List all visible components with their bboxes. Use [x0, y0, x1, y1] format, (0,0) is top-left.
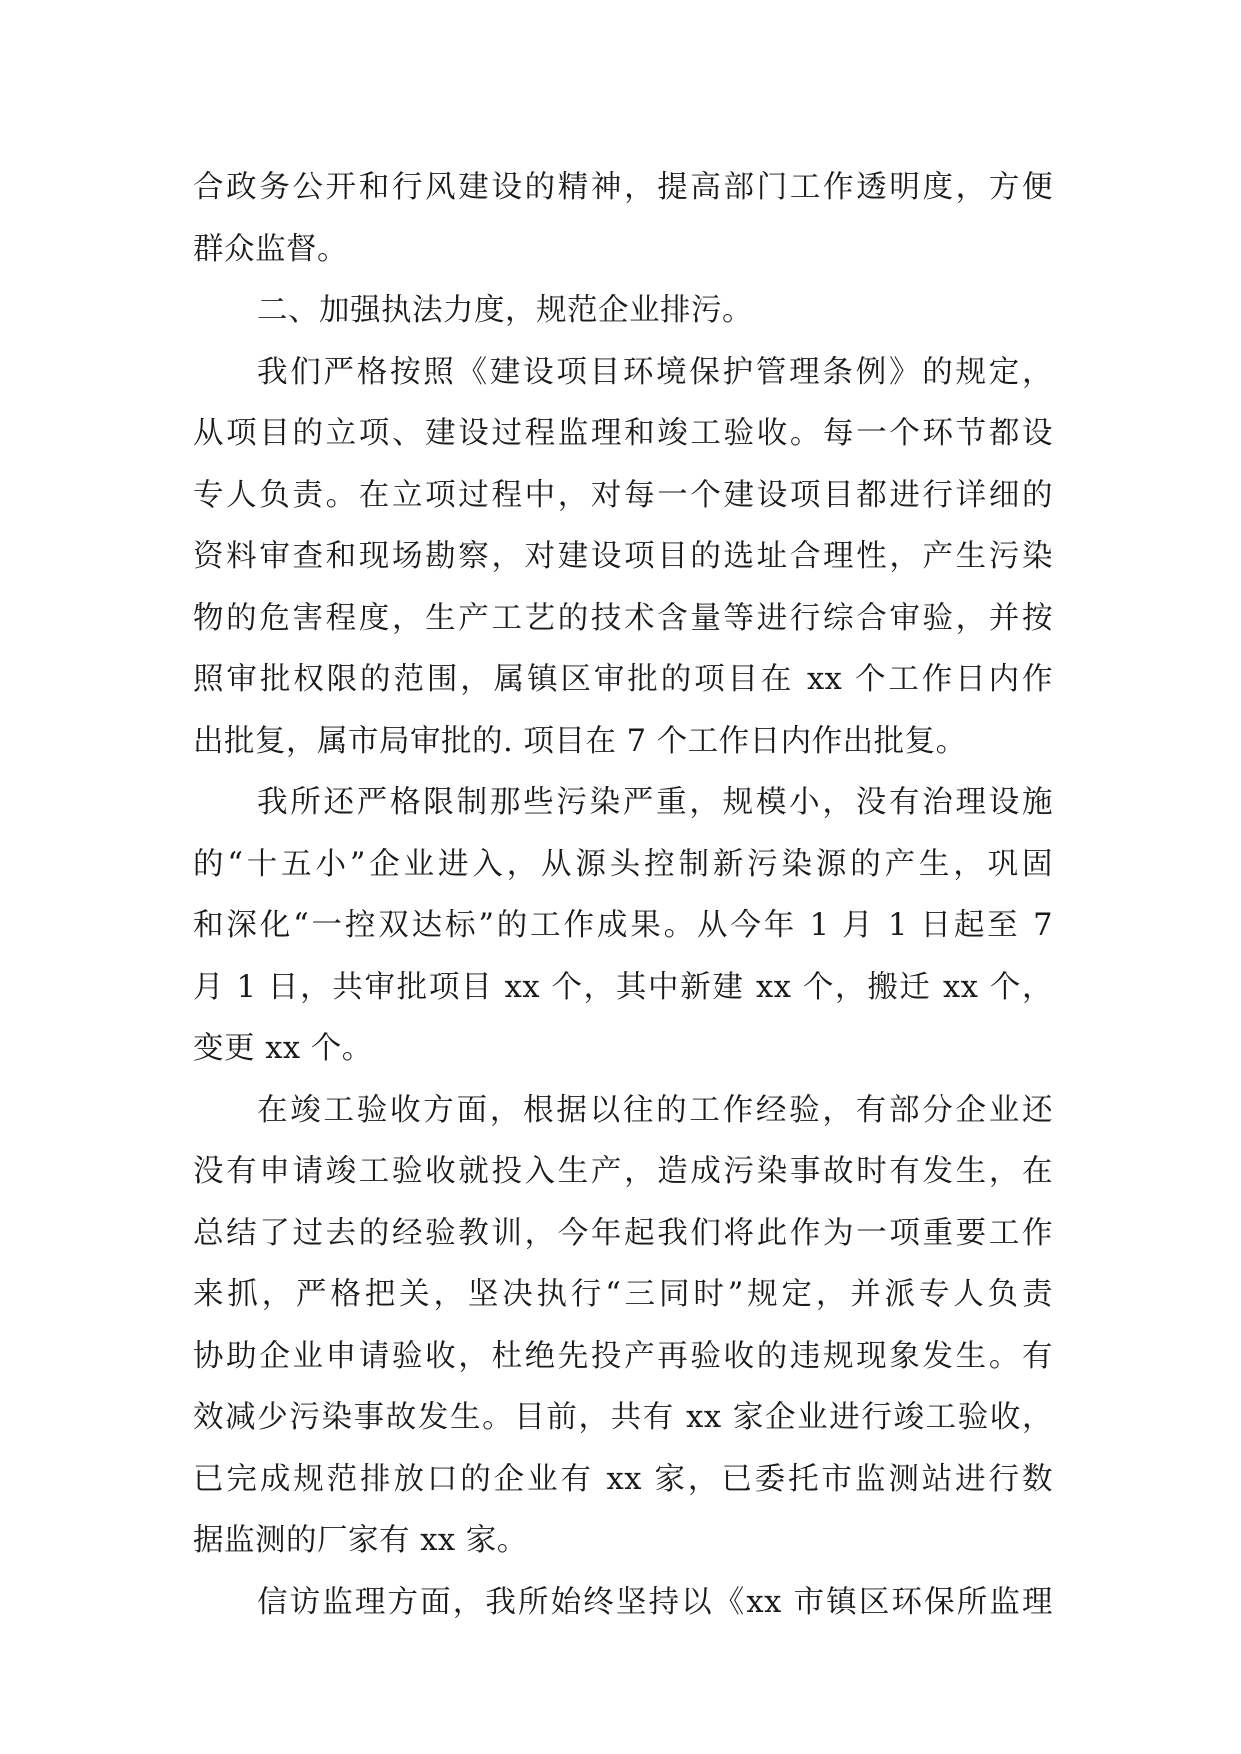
text-line: 没有申请竣工验收就投入生产，造成污染事故时有发生，在 — [193, 1154, 1053, 1189]
text-line: 照审批权限的范围，属镇区审批的项目在 xx 个工作日内作 — [193, 662, 1053, 697]
document-page — [193, 157, 1053, 1633]
paragraph-continuation — [193, 157, 1053, 280]
text-line: 专人负责。在立项过程中，对每一个建设项目都进行详细的 — [193, 477, 1053, 513]
section-heading — [193, 280, 1053, 342]
text-line: 效减少污染事故发生。目前，共有 xx 家企业进行竣工验收， — [193, 1400, 1053, 1435]
text-line: 据监测的厂家有 xx 家。 — [193, 1523, 528, 1558]
text-line: 我所还严格限制那些污染严重，规模小，没有治理设施 — [257, 785, 1053, 820]
text-line: 月 1 日，共审批项目 xx 个，其中新建 xx 个，搬迁 xx 个， — [193, 969, 1053, 1005]
text-line: 变更 xx 个。 — [193, 1031, 373, 1066]
text-line: 我们严格按照《建设项目环境保护管理条例》的规定， — [257, 354, 1053, 390]
heading-line: 二、加强执法力度，规范企业排污。 — [257, 293, 753, 328]
text-line: 已完成规范排放口的企业有 xx 家，已委托市监测站进行数 — [193, 1461, 1053, 1497]
text-line: 协助企业申请验收，杜绝先投产再验收的违规现象发生。有 — [193, 1338, 1053, 1374]
paragraph-approval — [193, 342, 1053, 773]
text-line: 总结了过去的经验教训，今年起我们将此作为一项重要工作 — [193, 1215, 1053, 1251]
paragraph-petition — [193, 1572, 1053, 1634]
text-line: 出批复，属市局审批的. 项目在 7 个工作日内作出批复。 — [193, 723, 967, 759]
text-line: 信访监理方面，我所始终坚持以《xx 市镇区环保所监理 — [257, 1584, 1053, 1620]
text-line: 群众监督。 — [193, 231, 348, 267]
paragraph-acceptance — [193, 1080, 1053, 1572]
text-line: 的“十五小”企业进入，从源头控制新污染源的产生，巩固 — [193, 846, 1053, 882]
text-line: 从项目的立项、建设过程监理和竣工验收。每一个环节都设 — [193, 416, 1053, 451]
text-line: 资料审查和现场勘察，对建设项目的选址合理性，产生污染 — [193, 539, 1053, 574]
text-line: 合政务公开和行风建设的精神，提高部门工作透明度，方便 — [193, 170, 1053, 205]
paragraph-restriction — [193, 772, 1053, 1080]
text-line: 在竣工验收方面，根据以往的工作经验，有部分企业还 — [257, 1092, 1053, 1128]
text-line: 物的危害程度，生产工艺的技术含量等进行综合审验，并按 — [193, 600, 1053, 636]
text-line: 和深化“一控双达标”的工作成果。从今年 1 月 1 日起至 7 — [193, 908, 1053, 943]
text-line: 来抓，严格把关，坚决执行“三同时”规定，并派专人负责 — [193, 1277, 1053, 1312]
